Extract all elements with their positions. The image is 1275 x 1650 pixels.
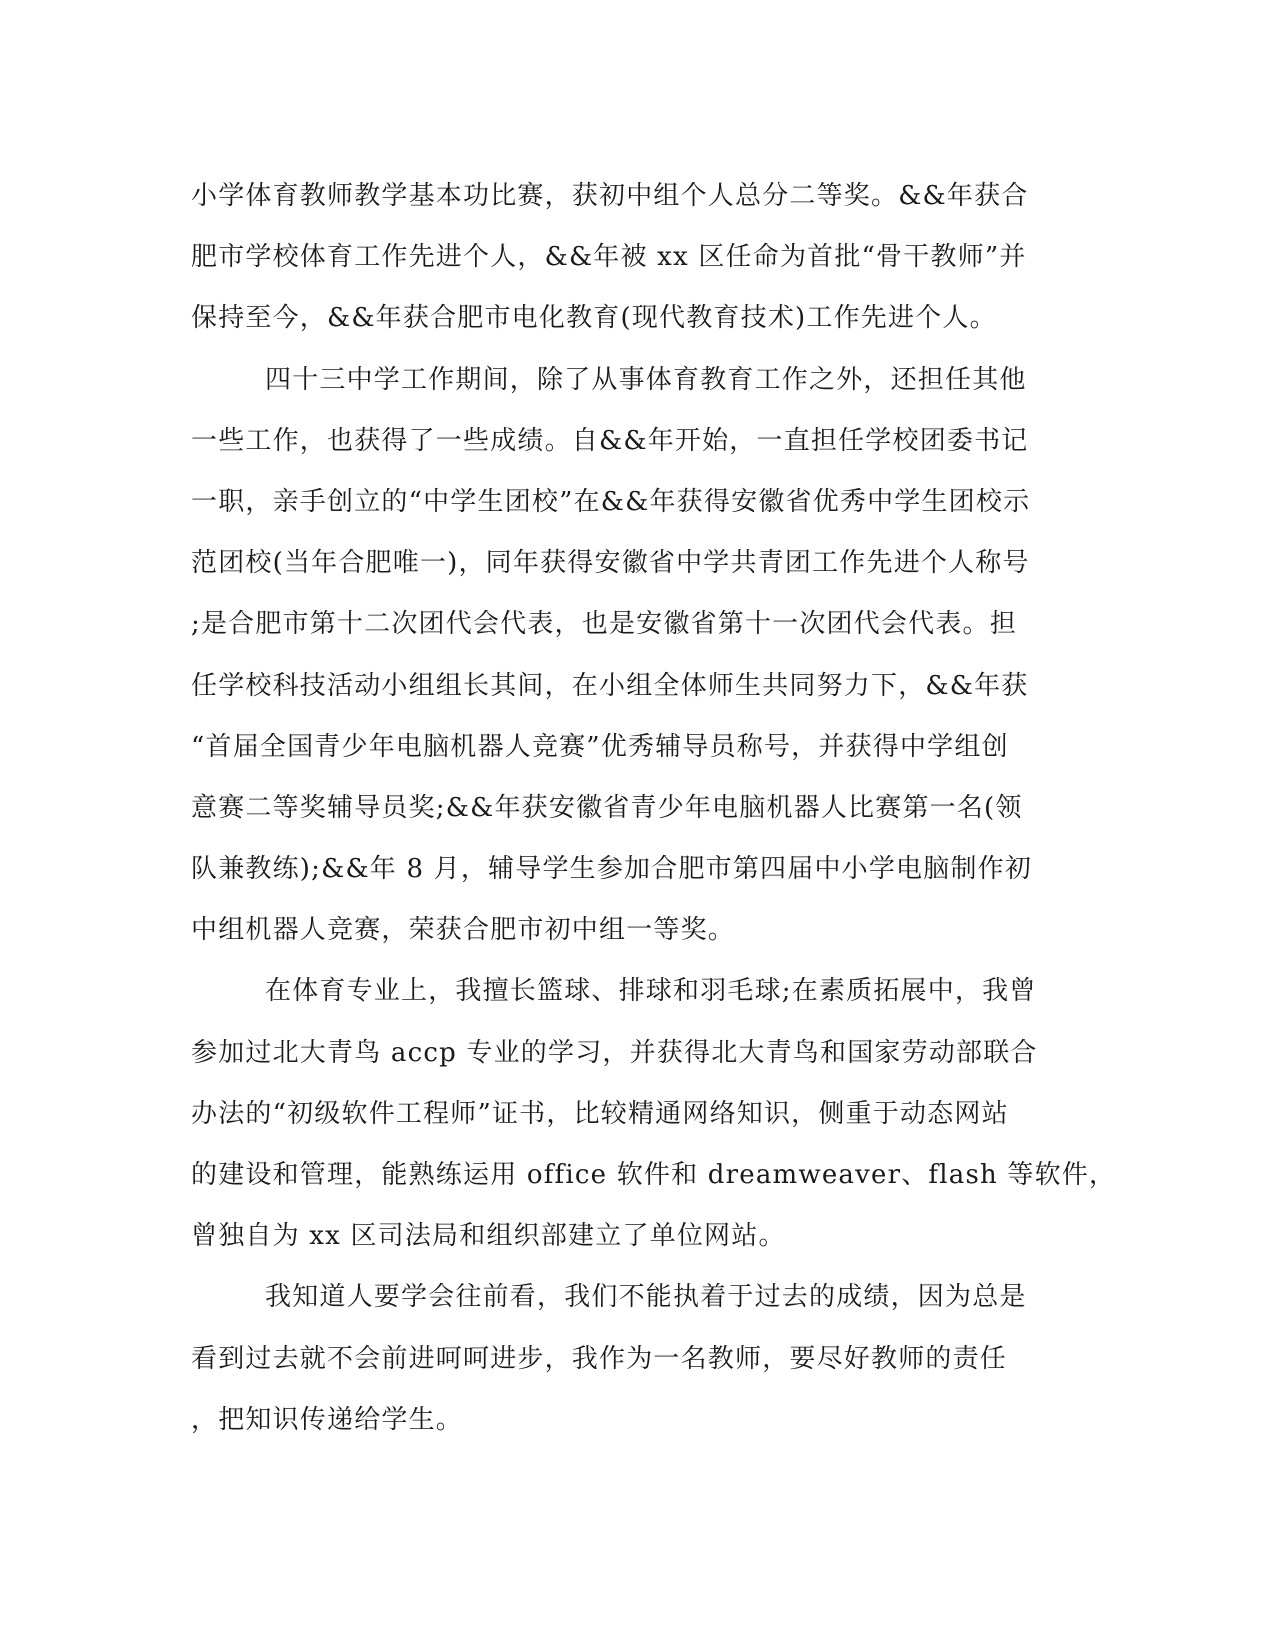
paragraph-conclusion xyxy=(191,1267,1091,1451)
paragraph-skills xyxy=(191,961,1117,1267)
text-line: 在体育专业上，我擅长篮球、排球和羽毛球;在素质拓展中，我曾 xyxy=(265,976,1037,1007)
text-line: 办法的“初级软件工程师”证书，比较精通网络知识，侧重于动态网站 xyxy=(191,1098,1009,1129)
text-line: 一职，亲手创立的“中学生团校”在&&年获得安徽省优秀中学生团校示 xyxy=(191,486,1031,517)
text-line: 意赛二等奖辅导员奖;&&年获安徽省青少年电脑机器人比赛第一名(领 xyxy=(191,792,1023,823)
text-line: 中组机器人竞赛，荣获合肥市初中组一等奖。 xyxy=(191,915,736,946)
text-line: 我知道人要学会往前看，我们不能执着于过去的成绩，因为总是 xyxy=(265,1282,1027,1313)
text-line: ;是合肥市第十二次团代会代表，也是安徽省第十一次团代会代表。担 xyxy=(191,609,1017,640)
text-line: 队兼教练);&&年 8 月，辅导学生参加合肥市第四届中小学电脑制作初 xyxy=(191,854,1033,885)
paragraph-awards-continued xyxy=(191,166,1091,350)
paragraph-other-work xyxy=(191,350,1091,962)
text-line: 保持至今，&&年获合肥市电化教育(现代教育技术)工作先进个人。 xyxy=(191,303,997,334)
text-line: 四十三中学工作期间，除了从事体育教育工作之外，还担任其他 xyxy=(265,364,1027,395)
text-line: 参加过北大青鸟 accp 专业的学习，并获得北大青鸟和国家劳动部联合 xyxy=(191,1037,1038,1068)
text-line: 小学体育教师教学基本功比赛，获初中组个人总分二等奖。&&年获合 xyxy=(191,181,1029,211)
text-line: “首届全国青少年电脑机器人竞赛”优秀辅导员称号，并获得中学组创 xyxy=(191,731,1009,762)
text-line: 任学校科技活动小组组长其间，在小组全体师生共同努力下，&&年获 xyxy=(191,670,1029,701)
text-line: 一些工作，也获得了一些成绩。自&&年开始，一直担任学校团委书记 xyxy=(191,425,1029,456)
text-line: 范团校(当年合肥唯一)，同年获得安徽省中学共青团工作先进个人称号 xyxy=(191,548,1030,579)
text-line: 肥市学校体育工作先进个人，&&年被 xx 区任命为首批“骨干教师”并 xyxy=(191,242,1027,273)
text-line: ，把知识传递给学生。 xyxy=(191,1404,464,1435)
text-line: 曾独自为 xx 区司法局和组织部建立了单位网站。 xyxy=(191,1221,786,1252)
document-body xyxy=(191,166,1117,1451)
text-line: 的建设和管理，能熟练运用 office 软件和 dreamweaver、flash 等软件， xyxy=(191,1160,1117,1190)
text-line: 看到过去就不会前进呵呵进步，我作为一名教师，要尽好教师的责任 xyxy=(191,1343,1008,1374)
